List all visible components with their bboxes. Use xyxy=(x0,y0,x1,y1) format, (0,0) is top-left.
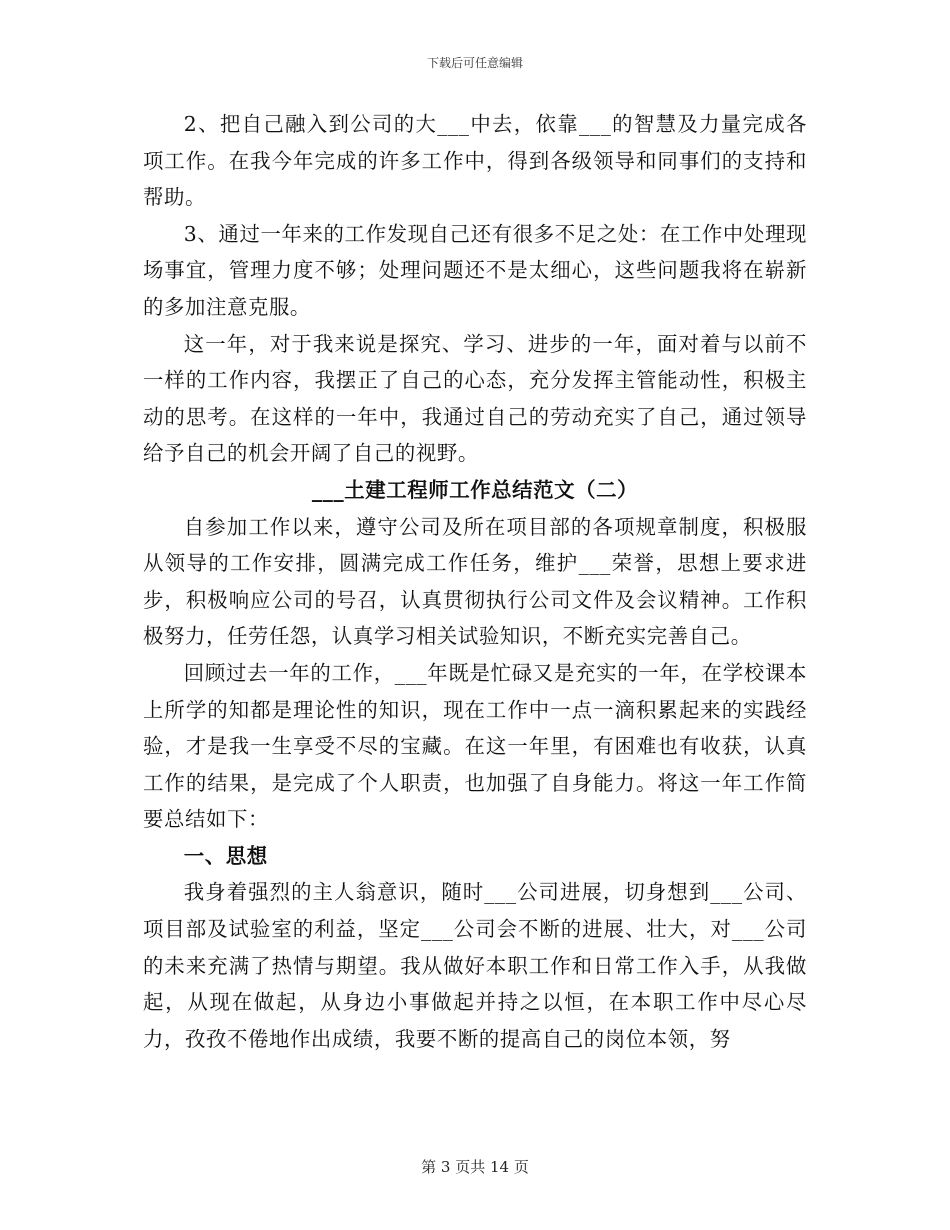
paragraph-intro: 自参加工作以来，遵守公司及所在项目部的各项规章制度，积极服从领导的工作安排，圆满完成工作任务，维护___荣誉，思想上要求进步，积极响应公司的号召，认真贯彻执行公司文件及会议精神。工作积极努力，任劳任怨，认真学习相关试验知识，不断充实完善自己。 xyxy=(143,514,807,649)
page-number: 第 3 页共 14 页 xyxy=(421,1158,529,1176)
paragraph-year-summary: 这一年，对于我来说是探究、学习、进步的一年，面对着与以前不一样的工作内容，我摆正了自己的心态，充分发挥主管能动性，积极主动的思考。在这样的一年中，我通过自己的劳动充实了自己，通过领导给予自己的机会开阔了自己的视野。 xyxy=(143,331,807,466)
section-title: ___土建工程师工作总结范文（二） xyxy=(311,477,639,502)
page-header-note: 下载后可任意编辑 xyxy=(426,56,523,70)
paragraph-thought: 我身着强烈的主人翁意识，随时___公司进展，切身想到___公司、项目部及试验室的利益，坚定___公司会不断的进展、壮大，对___公司的未来充满了热情与期望。我从做好本职工作和日常工作入手，从我做起，从现在做起，从身边小事做起并持之以恒，在本职工作中尽心尽力，孜孜不倦地作出成绩，我要不断的提高自己的岗位本领，努 xyxy=(143,880,807,1051)
paragraph-review: 回顾过去一年的工作，___年既是忙碌又是充实的一年，在学校课本上所学的知都是理论性的知识，现在工作中一点一滴积累起来的实践经验，才是我一生享受不尽的宝藏。在这一年里，有困难也有收获，认真工作的结果，是完成了个人职责，也加强了自身能力。将这一年工作简要总结如下： xyxy=(143,660,807,832)
paragraph-item-3: 3、通过一年来的工作发现自己还有很多不足之处：在工作中处理现场事宜，管理力度不够；处理问题还不是太细心，这些问题我将在崭新的多加注意克服。 xyxy=(143,221,807,319)
paragraph-item-2: 2、把自己融入到公司的大___中去，依靠___的智慧及力量完成各项工作。在我今年完成的许多工作中，得到各级领导和同事们的支持和帮助。 xyxy=(143,112,807,210)
document-body xyxy=(143,106,807,1057)
subheading-thought: 一、思想 xyxy=(183,843,268,868)
